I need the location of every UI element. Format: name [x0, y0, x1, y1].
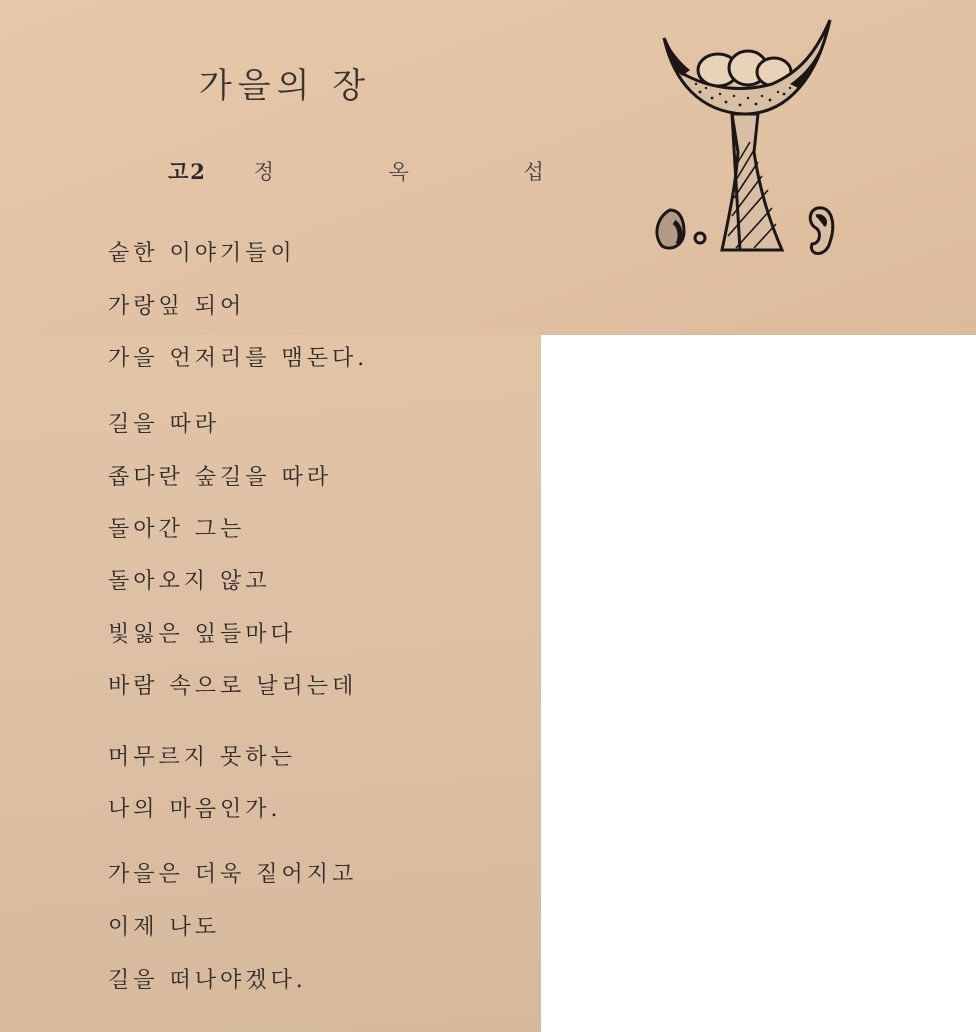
author-grade: 고2 [168, 159, 207, 184]
poem-line: 나의 마음인가. [108, 797, 282, 822]
poem-line: 가을은 더욱 짙어지고 [108, 862, 358, 887]
poem-line: 이제 나도 [108, 915, 221, 940]
dot-icon [695, 233, 705, 243]
author-line [168, 156, 598, 186]
poem-line: 바람 속으로 날리는데 [108, 674, 358, 699]
poem-line: 좁다란 숲길을 따라 [108, 465, 333, 490]
poem-line: 돌아오지 않고 [108, 569, 271, 594]
goblet-illustration-icon [640, 12, 840, 262]
poem-line: 돌아간 그는 [108, 517, 246, 542]
poem-line: 길을 따라 [108, 412, 221, 437]
poem-line: 숱한 이야기들이 [108, 241, 296, 266]
poem-line: 빛잃은 잎들마다 [108, 622, 296, 647]
poem-line: 머무르지 못하는 [108, 745, 296, 770]
blank-area [541, 335, 976, 1032]
poem-line: 가랑잎 되어 [108, 294, 246, 319]
poem-line: 길을 떠나야겠다. [108, 968, 307, 993]
poem-line: 가을 언저리를 맴돈다. [108, 346, 369, 371]
author-name: 정 옥 섭 [253, 160, 598, 184]
poem-title: 가을의 장 [198, 66, 372, 106]
